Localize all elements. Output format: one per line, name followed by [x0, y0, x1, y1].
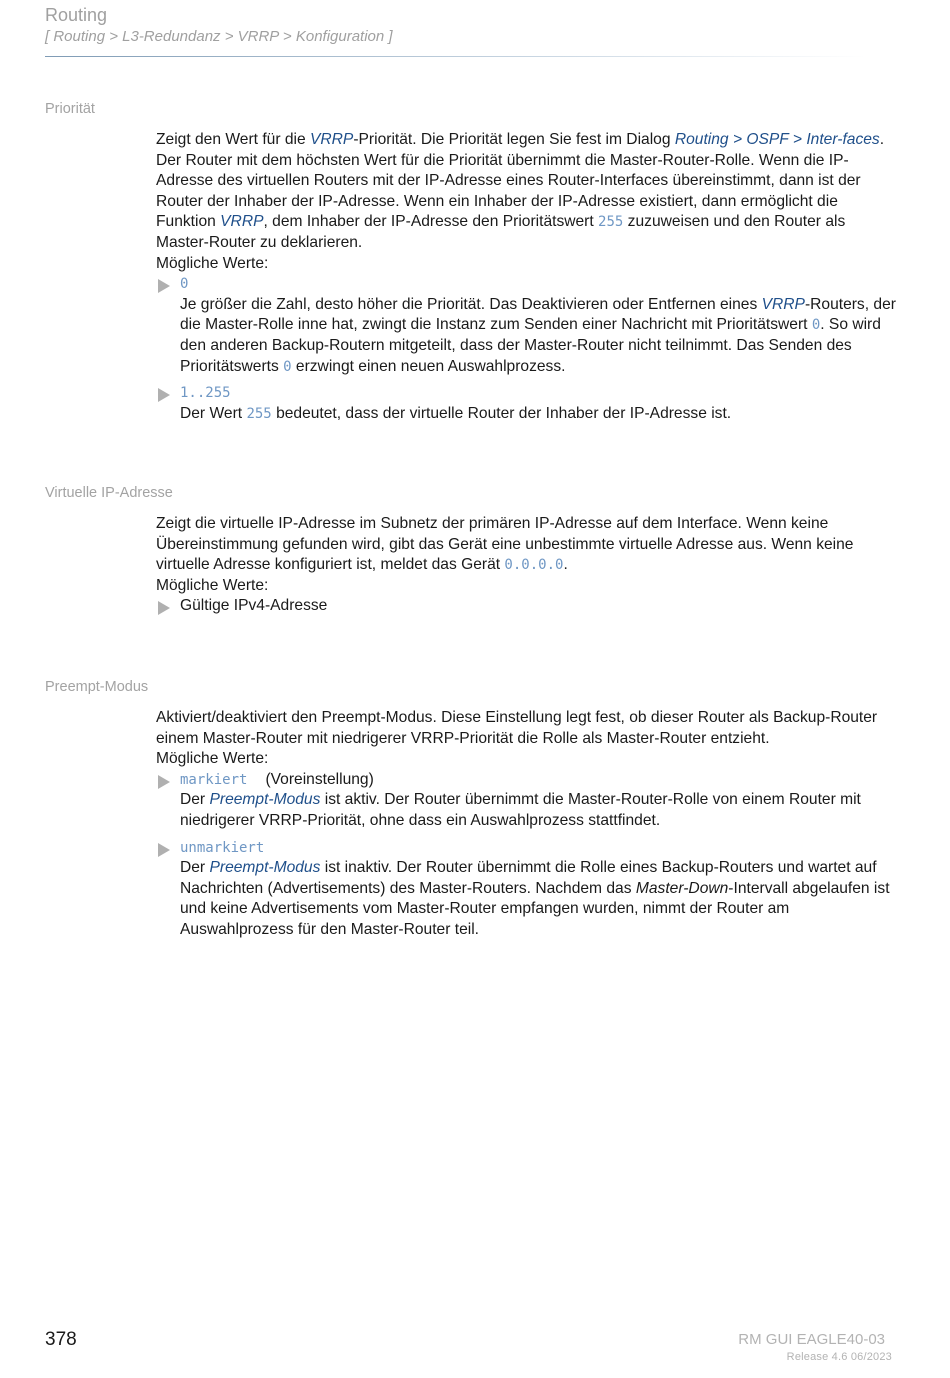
list-item — [156, 383, 896, 424]
list-item — [156, 596, 896, 617]
section-label-prioritaet: Priorität — [45, 101, 95, 117]
section-body-prioritaet — [156, 130, 896, 430]
item-description: Der Preempt-Modus ist inaktiv. Der Router übernimmt die Rolle eines Backup-Routers und wartet auf Nachrichten (Advertisements) des Master-Routers. Nachdem das Master-Down-Intervall abgelaufen ist und keine Advertisements vom Master-Router empfangen wurden, nimmt der Router am Auswahlprozess für den Master-Router teil. — [180, 859, 890, 938]
code-value: 0 — [180, 276, 189, 293]
list-item — [156, 770, 896, 832]
release-info: Release 4.6 06/2023 — [786, 1351, 892, 1363]
preempt-modus-link[interactable]: Preempt-Modus — [209, 859, 321, 877]
section-intro: Zeigt die virtuelle IP-Adresse im Subnetz der primären IP-Adresse auf dem Interface. Wenn keine Übereinstimmung gefunden wird, gibt das Gerät eine unbestimmte virtuelle Adresse aus. Wenn keine virtuelle Adresse konfiguriert ist, meldet das Gerät 0.0.0.0. — [156, 515, 854, 574]
breadcrumb: [ Routing > L3-Redundanz > VRRP > Konfiguration ] — [45, 28, 393, 45]
list-item — [156, 274, 896, 377]
item-description: Je größer die Zahl, desto höher die Priorität. Das Deaktivieren oder Entfernen eines VRRP-Routers, der die Master-Rolle inne hat, zwingt die Instanz zum Senden einer Nachricht mit Prioritätswert 0. So wird den anderen Backup-Routern mitgeteilt, dass der Master-Router nicht teilnimmt. Das Senden des Prioritätswerts 0 erzwingt einen neuen Auswahlprozess. — [180, 295, 896, 375]
possible-values-heading: Mögliche Werte: — [156, 254, 269, 272]
triangle-bullet-icon — [158, 601, 170, 615]
vrrp-link[interactable]: VRRP — [220, 213, 264, 231]
code-value: 255 — [598, 214, 624, 231]
header-divider — [45, 56, 865, 57]
code-value: markiert — [180, 771, 248, 788]
page-number: 378 — [45, 1329, 77, 1350]
triangle-bullet-icon — [158, 279, 170, 293]
default-note: (Voreinstellung) — [265, 770, 374, 788]
possible-values-heading: Mögliche Werte: — [156, 576, 269, 594]
code-value: 1..255 — [180, 385, 231, 402]
item-text: Gültige IPv4-Adresse — [180, 597, 328, 615]
possible-values-heading: Mögliche Werte: — [156, 750, 269, 768]
section-intro: Zeigt den Wert für die VRRP-Priorität. Die Priorität legen Sie fest im Dialog Routing > OSPF > Inter-faces. Der Router mit dem höchsten Wert für die Priorität übernimmt die Master-Router-Rolle. Wenn die IP-Adresse des virtuellen Routers mit der IP-Adresse eines Router-Interfaces übereinstimmt, dann ist der Router der Inhaber der IP-Adresse. Wenn ein Inhaber der IP-Adresse existiert, dann ermöglicht die Funktion VRRP, dem Inhaber der IP-Adresse den Prioritätswert 255 zuzuweisen und den Router als Master-Router zu deklarieren. — [156, 131, 885, 251]
master-down-term: Master-Down — [635, 879, 729, 897]
triangle-bullet-icon — [158, 775, 170, 789]
section-body-preempt-modus — [156, 708, 896, 947]
item-description: Der Preempt-Modus ist aktiv. Der Router übernimmt die Master-Router-Rolle von einem Router mit niedrigerer VRRP-Priorität, ohne dass ein Auswahlprozess stattfindet. — [180, 791, 861, 829]
list-item — [156, 838, 896, 941]
page-header — [45, 4, 895, 47]
triangle-bullet-icon — [158, 388, 170, 402]
vrrp-link[interactable]: VRRP — [310, 131, 354, 148]
code-value: unmarkiert — [180, 839, 265, 856]
preempt-modus-link[interactable]: Preempt-Modus — [209, 791, 321, 809]
chapter-title: Routing — [45, 5, 108, 25]
vrrp-link[interactable]: VRRP — [761, 295, 805, 313]
document-id: RM GUI EAGLE40-03 — [738, 1331, 885, 1348]
triangle-bullet-icon — [158, 843, 170, 857]
section-body-virtuelle-ip — [156, 514, 896, 623]
code-value: 0.0.0.0 — [504, 557, 564, 574]
section-intro: Aktiviert/deaktiviert den Preempt-Modus. Diese Einstellung legt fest, ob dieser Router als Backup-Router einem Master-Router mit niedrigerer VRRP-Priorität die Rolle als Master-Router entzieht. — [156, 709, 878, 747]
item-description: Der Wert 255 bedeutet, dass der virtuelle Router der Inhaber der IP-Adresse ist. — [180, 404, 732, 422]
section-label-preempt-modus: Preempt-Modus — [45, 679, 149, 695]
section-label-virtuelle-ip: Virtuelle IP-Adresse — [45, 485, 173, 501]
dialog-path-link[interactable]: Routing > OSPF > Inter-faces — [674, 131, 880, 148]
